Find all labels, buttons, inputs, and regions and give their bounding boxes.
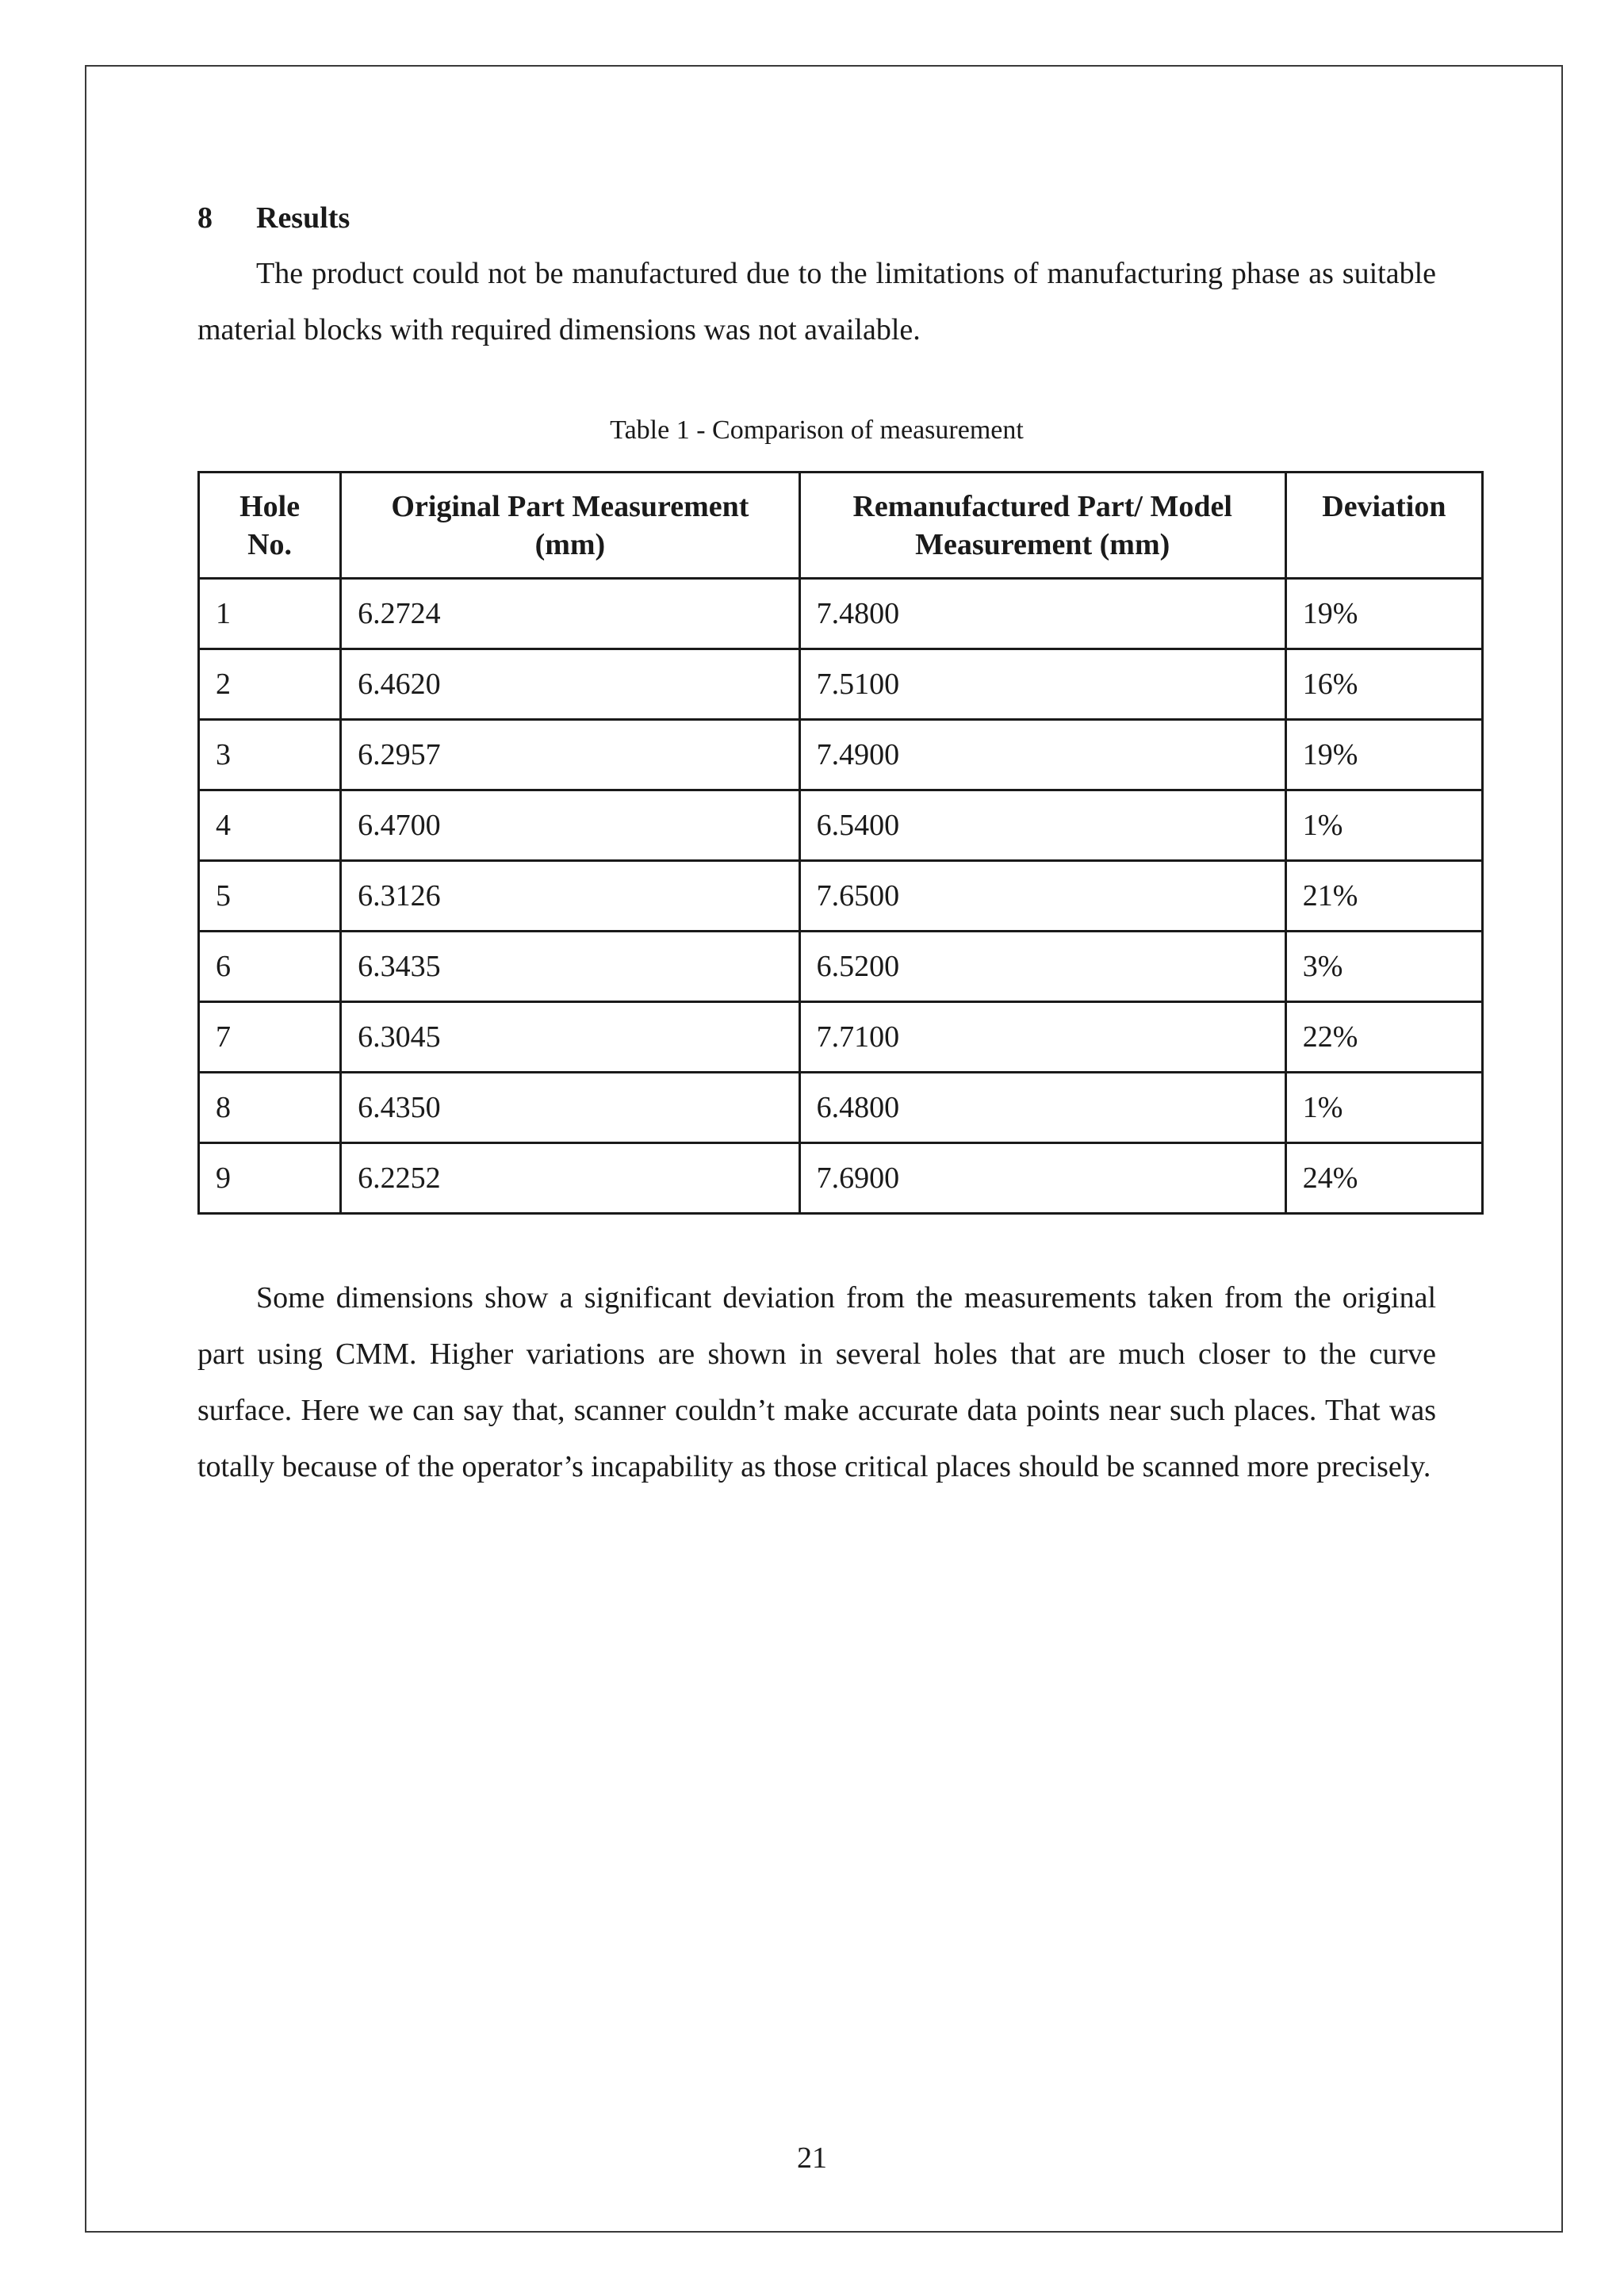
cell-hole-no: 5 [199, 861, 341, 932]
table-row [199, 1002, 1483, 1073]
section-title: Results [256, 201, 350, 235]
cell-remanufactured-measurement: 7.4800 [799, 579, 1285, 649]
cell-original-measurement: 6.4700 [341, 790, 800, 861]
table-caption: Table 1 - Comparison of measurement [610, 415, 1024, 445]
cell-original-measurement: 6.3045 [341, 1002, 800, 1073]
cell-deviation: 24% [1285, 1143, 1482, 1214]
cell-hole-no: 1 [199, 579, 341, 649]
table-row [199, 1143, 1483, 1214]
cell-original-measurement: 6.2724 [341, 579, 800, 649]
section-number: 8 [197, 201, 213, 235]
cell-deviation: 16% [1285, 649, 1482, 720]
cell-deviation: 1% [1285, 790, 1482, 861]
table-row [199, 790, 1483, 861]
discussion-paragraph: Some dimensions show a significant deviation from the measurements taken from the original part using CMM. Higher variations are shown in several holes that are much closer to the curve surface. Here we can say that, scanner couldn’t make accurate data points near such places. That was totally because of the operator’s incapability as those critical places should be scanned more precisely. [197, 1281, 1436, 1483]
table-row [199, 1073, 1483, 1143]
cell-remanufactured-measurement: 7.6500 [799, 861, 1285, 932]
page-number: 21 [797, 2141, 827, 2175]
table-row [199, 932, 1483, 1002]
cell-hole-no: 6 [199, 932, 341, 1002]
table-body [199, 579, 1483, 1214]
cell-original-measurement: 6.3435 [341, 932, 800, 1002]
cell-deviation: 1% [1285, 1073, 1482, 1143]
cell-hole-no: 4 [199, 790, 341, 861]
table-header-row [199, 473, 1483, 579]
header-deviation: Deviation [1285, 473, 1482, 579]
cell-hole-no: 7 [199, 1002, 341, 1073]
cell-original-measurement: 6.3126 [341, 861, 800, 932]
cell-remanufactured-measurement: 7.4900 [799, 720, 1285, 790]
cell-remanufactured-measurement: 7.5100 [799, 649, 1285, 720]
cell-original-measurement: 6.4620 [341, 649, 800, 720]
table-row [199, 720, 1483, 790]
header-hole-no: Hole No. [199, 473, 341, 579]
cell-remanufactured-measurement: 6.4800 [799, 1073, 1285, 1143]
cell-deviation: 21% [1285, 861, 1482, 932]
cell-remanufactured-measurement: 6.5200 [799, 932, 1285, 1002]
cell-deviation: 22% [1285, 1002, 1482, 1073]
cell-remanufactured-measurement: 7.7100 [799, 1002, 1285, 1073]
cell-original-measurement: 6.2252 [341, 1143, 800, 1214]
cell-hole-no: 8 [199, 1073, 341, 1143]
table-row [199, 861, 1483, 932]
cell-original-measurement: 6.2957 [341, 720, 800, 790]
cell-hole-no: 2 [199, 649, 341, 720]
cell-deviation: 19% [1285, 579, 1482, 649]
cell-original-measurement: 6.4350 [341, 1073, 800, 1143]
measurement-table [197, 471, 1484, 1215]
cell-hole-no: 3 [199, 720, 341, 790]
section-heading [197, 190, 1436, 246]
cell-remanufactured-measurement: 7.6900 [799, 1143, 1285, 1214]
cell-remanufactured-measurement: 6.5400 [799, 790, 1285, 861]
page-content [197, 190, 1446, 1495]
table-row [199, 649, 1483, 720]
intro-paragraph: The product could not be manufactured due to the limitations of manufacturing phase as suitable material blocks with required dimensions was not available. [197, 257, 1436, 346]
cell-hole-no: 9 [199, 1143, 341, 1214]
header-remanufactured-measurement: Remanufactured Part/ Model Measurement (mm) [799, 473, 1285, 579]
table-row [199, 579, 1483, 649]
header-original-measurement: Original Part Measurement (mm) [341, 473, 800, 579]
cell-deviation: 19% [1285, 720, 1482, 790]
cell-deviation: 3% [1285, 932, 1482, 1002]
